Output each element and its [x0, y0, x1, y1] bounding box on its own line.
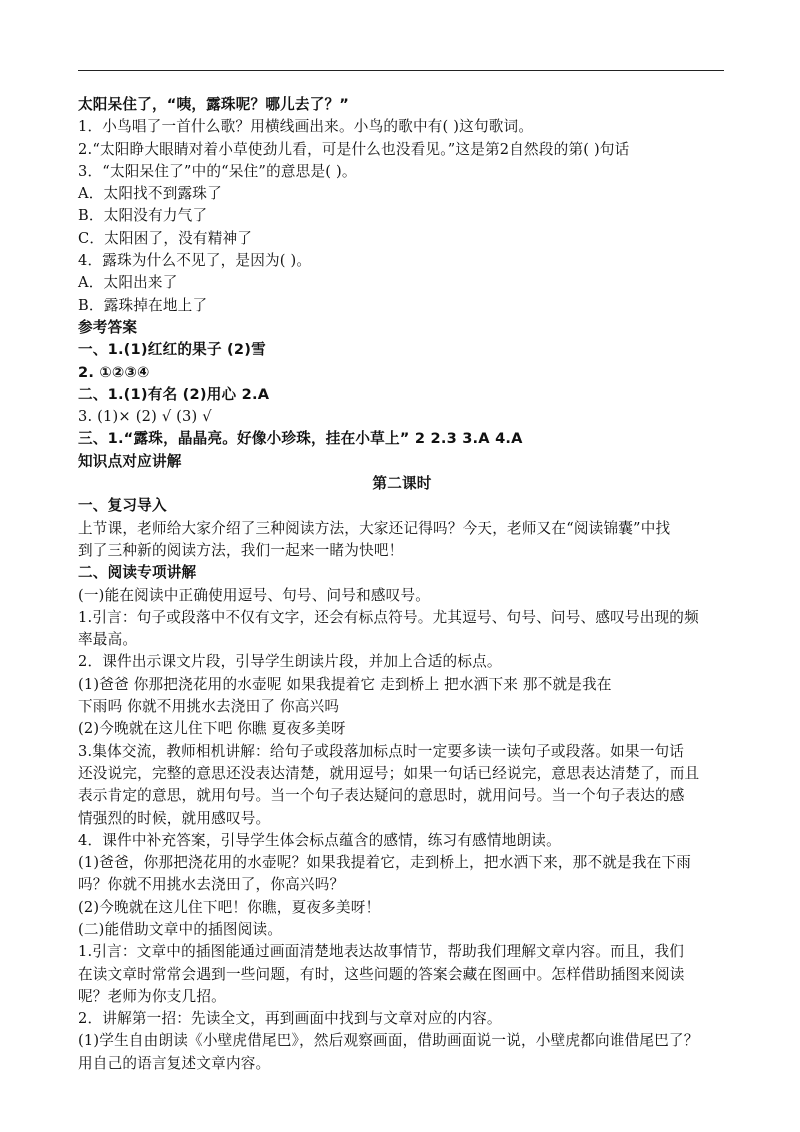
answer-line: (1)爸爸，你那把浇花用的水壶呢？如果我提着它，走到桥上，把水洒下来，那不就是我在下雨: [78, 854, 692, 872]
paragraph-line: 呢？老师为你支几招。: [78, 987, 226, 1005]
answer-line: (2)今晚就在这儿住下吧！你瞧，夏夜多美呀！: [78, 898, 381, 916]
exercise-line: (2)今晚就在这儿住下吧 你瞧 夏夜多美呀: [78, 720, 346, 738]
passage-last-line: 太阳呆住了，“咦，露珠呢？哪儿去了？”: [78, 96, 350, 113]
paragraph-line: 上节课，老师给大家介绍了三种阅读方法，大家还记得吗？今天，老师又在“阅读锦囊”中找: [78, 519, 671, 537]
exercise-line: (1)爸爸 你那把浇花用的水壶呢 如果我提着它 走到桥上 把水洒下来 那不就是我在: [78, 675, 612, 693]
paragraph-line: 用自己的语言复述文章内容。: [78, 1054, 271, 1072]
exercise-line: 下雨吗 你就不用挑水去浇田了 你高兴吗: [78, 698, 340, 716]
option-3c: C．太阳困了，没有精神了: [78, 229, 253, 247]
subsection-2-heading: (二)能借助文章中的插图阅读。: [78, 920, 283, 938]
answer-key-heading: 参考答案: [78, 318, 138, 336]
answer-part-1-2: 2. ①②③④: [78, 363, 150, 381]
answer-part-1: 一、1.(1)红红的果子 (2)雪: [78, 341, 266, 359]
paragraph-line: 表示肯定的意思，就用句号。当一个句子表达疑问的意思时，就用问号。当一个句子表达的感: [78, 787, 685, 805]
paragraph-line: 1.引言：文章中的插图能通过画面清楚地表达故事情节，帮助我们理解文章内容。而且，我们: [78, 943, 685, 961]
section-2-heading: 二、阅读专项讲解: [78, 564, 197, 582]
document-body: [78, 94, 726, 1075]
question-3: 3．“太阳呆住了”中的“呆住”的意思是( )。: [78, 162, 357, 180]
paragraph-line: 2．课件出示课文片段，引导学生朗读片段，并加上合适的标点。: [78, 653, 502, 671]
option-4a: A．太阳出来了: [78, 274, 178, 292]
paragraph-line: 4．课件中补充答案，引导学生体会标点蕴含的感情，练习有感情地朗读。: [78, 831, 561, 849]
paragraph-line: 2．讲解第一招：先读全文，再到画面中找到与文章对应的内容。: [78, 1010, 502, 1028]
answer-part-2: 二、1.(1)有名 (2)用心 2.A: [78, 385, 270, 403]
paragraph-line: 到了三种新的阅读方法，我们一起来一睹为快吧！: [78, 541, 404, 559]
subsection-1-heading: (一)能在阅读中正确使用逗号、句号、问号和感叹号。: [78, 586, 431, 604]
option-3a: A．太阳找不到露珠了: [78, 185, 222, 203]
paragraph-line: 率最高。: [78, 631, 138, 649]
paragraph-line: 1.引言：句子或段落中不仅有文字，还会有标点符号。尤其逗号、句号、问号、感叹号出现的频: [78, 608, 699, 626]
question-4: 4．露珠为什么不见了，是因为( )。: [78, 252, 312, 270]
paragraph-line: 情强烈的时候，就用感叹号。: [78, 809, 271, 827]
paragraph-line: (1)学生自由朗读《小壁虎借尾巴》，然后观察画面，借助画面说一说，小壁虎都向谁借尾巴了？: [78, 1032, 699, 1050]
question-2: 2.“太阳睁大眼睛对着小草使劲儿看，可是什么也没看见。”这是第2自然段的第( )句话: [78, 140, 630, 158]
paragraph-line: 3.集体交流，教师相机讲解：给句子或段落加标点时一定要多读一读句子或段落。如果一句话: [78, 742, 685, 760]
option-4b: B．露珠掉在地上了: [78, 296, 208, 314]
section-1-heading: 一、复习导入: [78, 497, 167, 515]
header-rule: [78, 70, 724, 71]
question-1: 1．小鸟唱了一首什么歌？用横线画出来。小鸟的歌中有( )这句歌词。: [78, 118, 534, 136]
paragraph-line: 在读文章时常常会遇到一些问题，有时，这些问题的答案会藏在图画中。怎样借助插图来阅读: [78, 965, 685, 983]
lesson-title: 第二课时: [372, 475, 432, 493]
option-3b: B．太阳没有力气了: [78, 207, 208, 225]
paragraph-line: 还没说完，完整的意思还没表达清楚，就用逗号；如果一句话已经说完，意思表达清楚了，而且: [78, 764, 700, 782]
answer-part-3: 三、1.“露珠，晶晶亮。好像小珍珠，挂在小草上” 2 2.3 3.A 4.A: [78, 430, 523, 448]
answer-line: 吗？你就不用挑水去浇田了，你高兴吗？: [78, 876, 345, 894]
answer-part-2-3: 3. (1)× (2) √ (3) √: [78, 408, 212, 426]
knowledge-heading: 知识点对应讲解: [78, 452, 182, 470]
